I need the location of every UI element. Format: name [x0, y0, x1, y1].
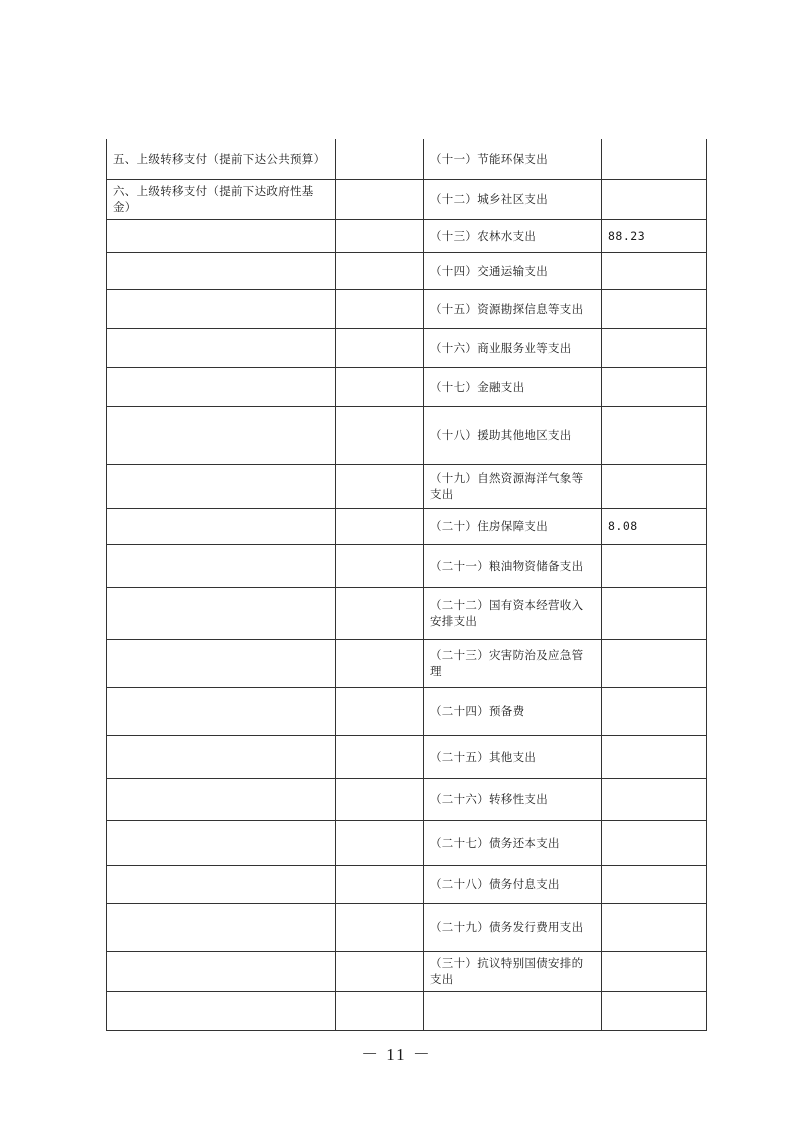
left-amount-cell [336, 687, 424, 735]
right-item-cell: （二十八）债务付息支出 [424, 865, 602, 903]
table-row [107, 328, 707, 367]
left-amount-cell [336, 139, 424, 179]
left-item-cell [107, 508, 336, 544]
left-amount-cell [336, 289, 424, 328]
left-amount-cell [336, 464, 424, 508]
right-item-cell: （二十一）粮油物资储备支出 [424, 544, 602, 587]
right-amount-cell [602, 289, 707, 328]
table-row [107, 367, 707, 406]
table-row [107, 639, 707, 687]
right-amount-cell [602, 991, 707, 1030]
left-item-cell [107, 367, 336, 406]
left-item-cell [107, 687, 336, 735]
left-amount-cell [336, 252, 424, 289]
right-item-cell: （十一）节能环保支出 [424, 139, 602, 179]
right-item-cell: （十四）交通运输支出 [424, 252, 602, 289]
table-row [107, 820, 707, 865]
left-item-cell [107, 639, 336, 687]
table-row [107, 219, 707, 252]
left-item-cell [107, 903, 336, 951]
right-amount-cell [602, 951, 707, 991]
budget-table [106, 139, 707, 1031]
table-row [107, 991, 707, 1030]
right-item-cell: （十三）农林水支出 [424, 219, 602, 252]
right-item-cell: （二十九）债务发行费用支出 [424, 903, 602, 951]
table-row [107, 903, 707, 951]
right-amount-cell [602, 587, 707, 639]
left-amount-cell [336, 903, 424, 951]
left-item-cell [107, 289, 336, 328]
right-amount-cell [602, 464, 707, 508]
left-amount-cell [336, 820, 424, 865]
table-row [107, 865, 707, 903]
table-row [107, 406, 707, 464]
left-amount-cell [336, 179, 424, 219]
right-amount-cell [602, 367, 707, 406]
left-amount-cell [336, 778, 424, 820]
table-row [107, 252, 707, 289]
left-item-cell [107, 252, 336, 289]
left-amount-cell [336, 367, 424, 406]
table-row [107, 735, 707, 778]
left-amount-cell [336, 406, 424, 464]
right-item-cell: （二十二）国有资本经营收入安排支出 [424, 587, 602, 639]
left-item-cell [107, 219, 336, 252]
left-amount-cell [336, 544, 424, 587]
left-item-cell [107, 328, 336, 367]
right-item-cell: （三十）抗议特别国债安排的支出 [424, 951, 602, 991]
right-amount-cell [602, 687, 707, 735]
right-item-cell: （十七）金融支出 [424, 367, 602, 406]
left-item-cell [107, 406, 336, 464]
right-amount-cell: 8.08 [602, 508, 707, 544]
left-item-cell [107, 951, 336, 991]
left-item-cell [107, 735, 336, 778]
left-item-cell [107, 820, 336, 865]
right-amount-cell [602, 865, 707, 903]
right-amount-cell [602, 735, 707, 778]
left-item-cell [107, 544, 336, 587]
right-item-cell: （二十）住房保障支出 [424, 508, 602, 544]
left-amount-cell [336, 328, 424, 367]
right-item-cell [424, 991, 602, 1030]
left-item-cell [107, 778, 336, 820]
table-row [107, 587, 707, 639]
right-item-cell: （十六）商业服务业等支出 [424, 328, 602, 367]
left-amount-cell [336, 735, 424, 778]
table-row [107, 951, 707, 991]
right-item-cell: （二十四）预备费 [424, 687, 602, 735]
right-item-cell: （十二）城乡社区支出 [424, 179, 602, 219]
right-amount-cell [602, 406, 707, 464]
left-amount-cell [336, 587, 424, 639]
left-amount-cell [336, 219, 424, 252]
table-row [107, 508, 707, 544]
left-item-cell [107, 865, 336, 903]
right-amount-cell [602, 639, 707, 687]
right-item-cell: （二十六）转移性支出 [424, 778, 602, 820]
table-row [107, 139, 707, 179]
left-item-cell [107, 587, 336, 639]
left-item-cell [107, 991, 336, 1030]
right-item-cell: （十五）资源勘探信息等支出 [424, 289, 602, 328]
left-amount-cell [336, 508, 424, 544]
left-item-cell [107, 464, 336, 508]
right-amount-cell [602, 179, 707, 219]
left-item-cell: 五、上级转移支付（提前下达公共预算） [107, 139, 336, 179]
page-number: － 11 － [361, 1045, 432, 1064]
right-item-cell: （十八）援助其他地区支出 [424, 406, 602, 464]
left-amount-cell [336, 951, 424, 991]
right-amount-cell [602, 903, 707, 951]
right-amount-cell [602, 139, 707, 179]
table-row [107, 464, 707, 508]
right-item-cell: （十九）自然资源海洋气象等支出 [424, 464, 602, 508]
left-amount-cell [336, 865, 424, 903]
right-amount-cell [602, 778, 707, 820]
table-row [107, 544, 707, 587]
right-amount-cell: 88.23 [602, 219, 707, 252]
table-row [107, 778, 707, 820]
left-item-cell: 六、上级转移支付（提前下达政府性基金） [107, 179, 336, 219]
right-amount-cell [602, 820, 707, 865]
right-item-cell: （二十七）债务还本支出 [424, 820, 602, 865]
right-item-cell: （二十五）其他支出 [424, 735, 602, 778]
right-item-cell: （二十三）灾害防治及应急管理 [424, 639, 602, 687]
left-amount-cell [336, 991, 424, 1030]
right-amount-cell [602, 328, 707, 367]
right-amount-cell [602, 544, 707, 587]
budget-table-body [107, 139, 707, 1030]
left-amount-cell [336, 639, 424, 687]
table-row [107, 687, 707, 735]
table-row [107, 289, 707, 328]
right-amount-cell [602, 252, 707, 289]
table-row [107, 179, 707, 219]
